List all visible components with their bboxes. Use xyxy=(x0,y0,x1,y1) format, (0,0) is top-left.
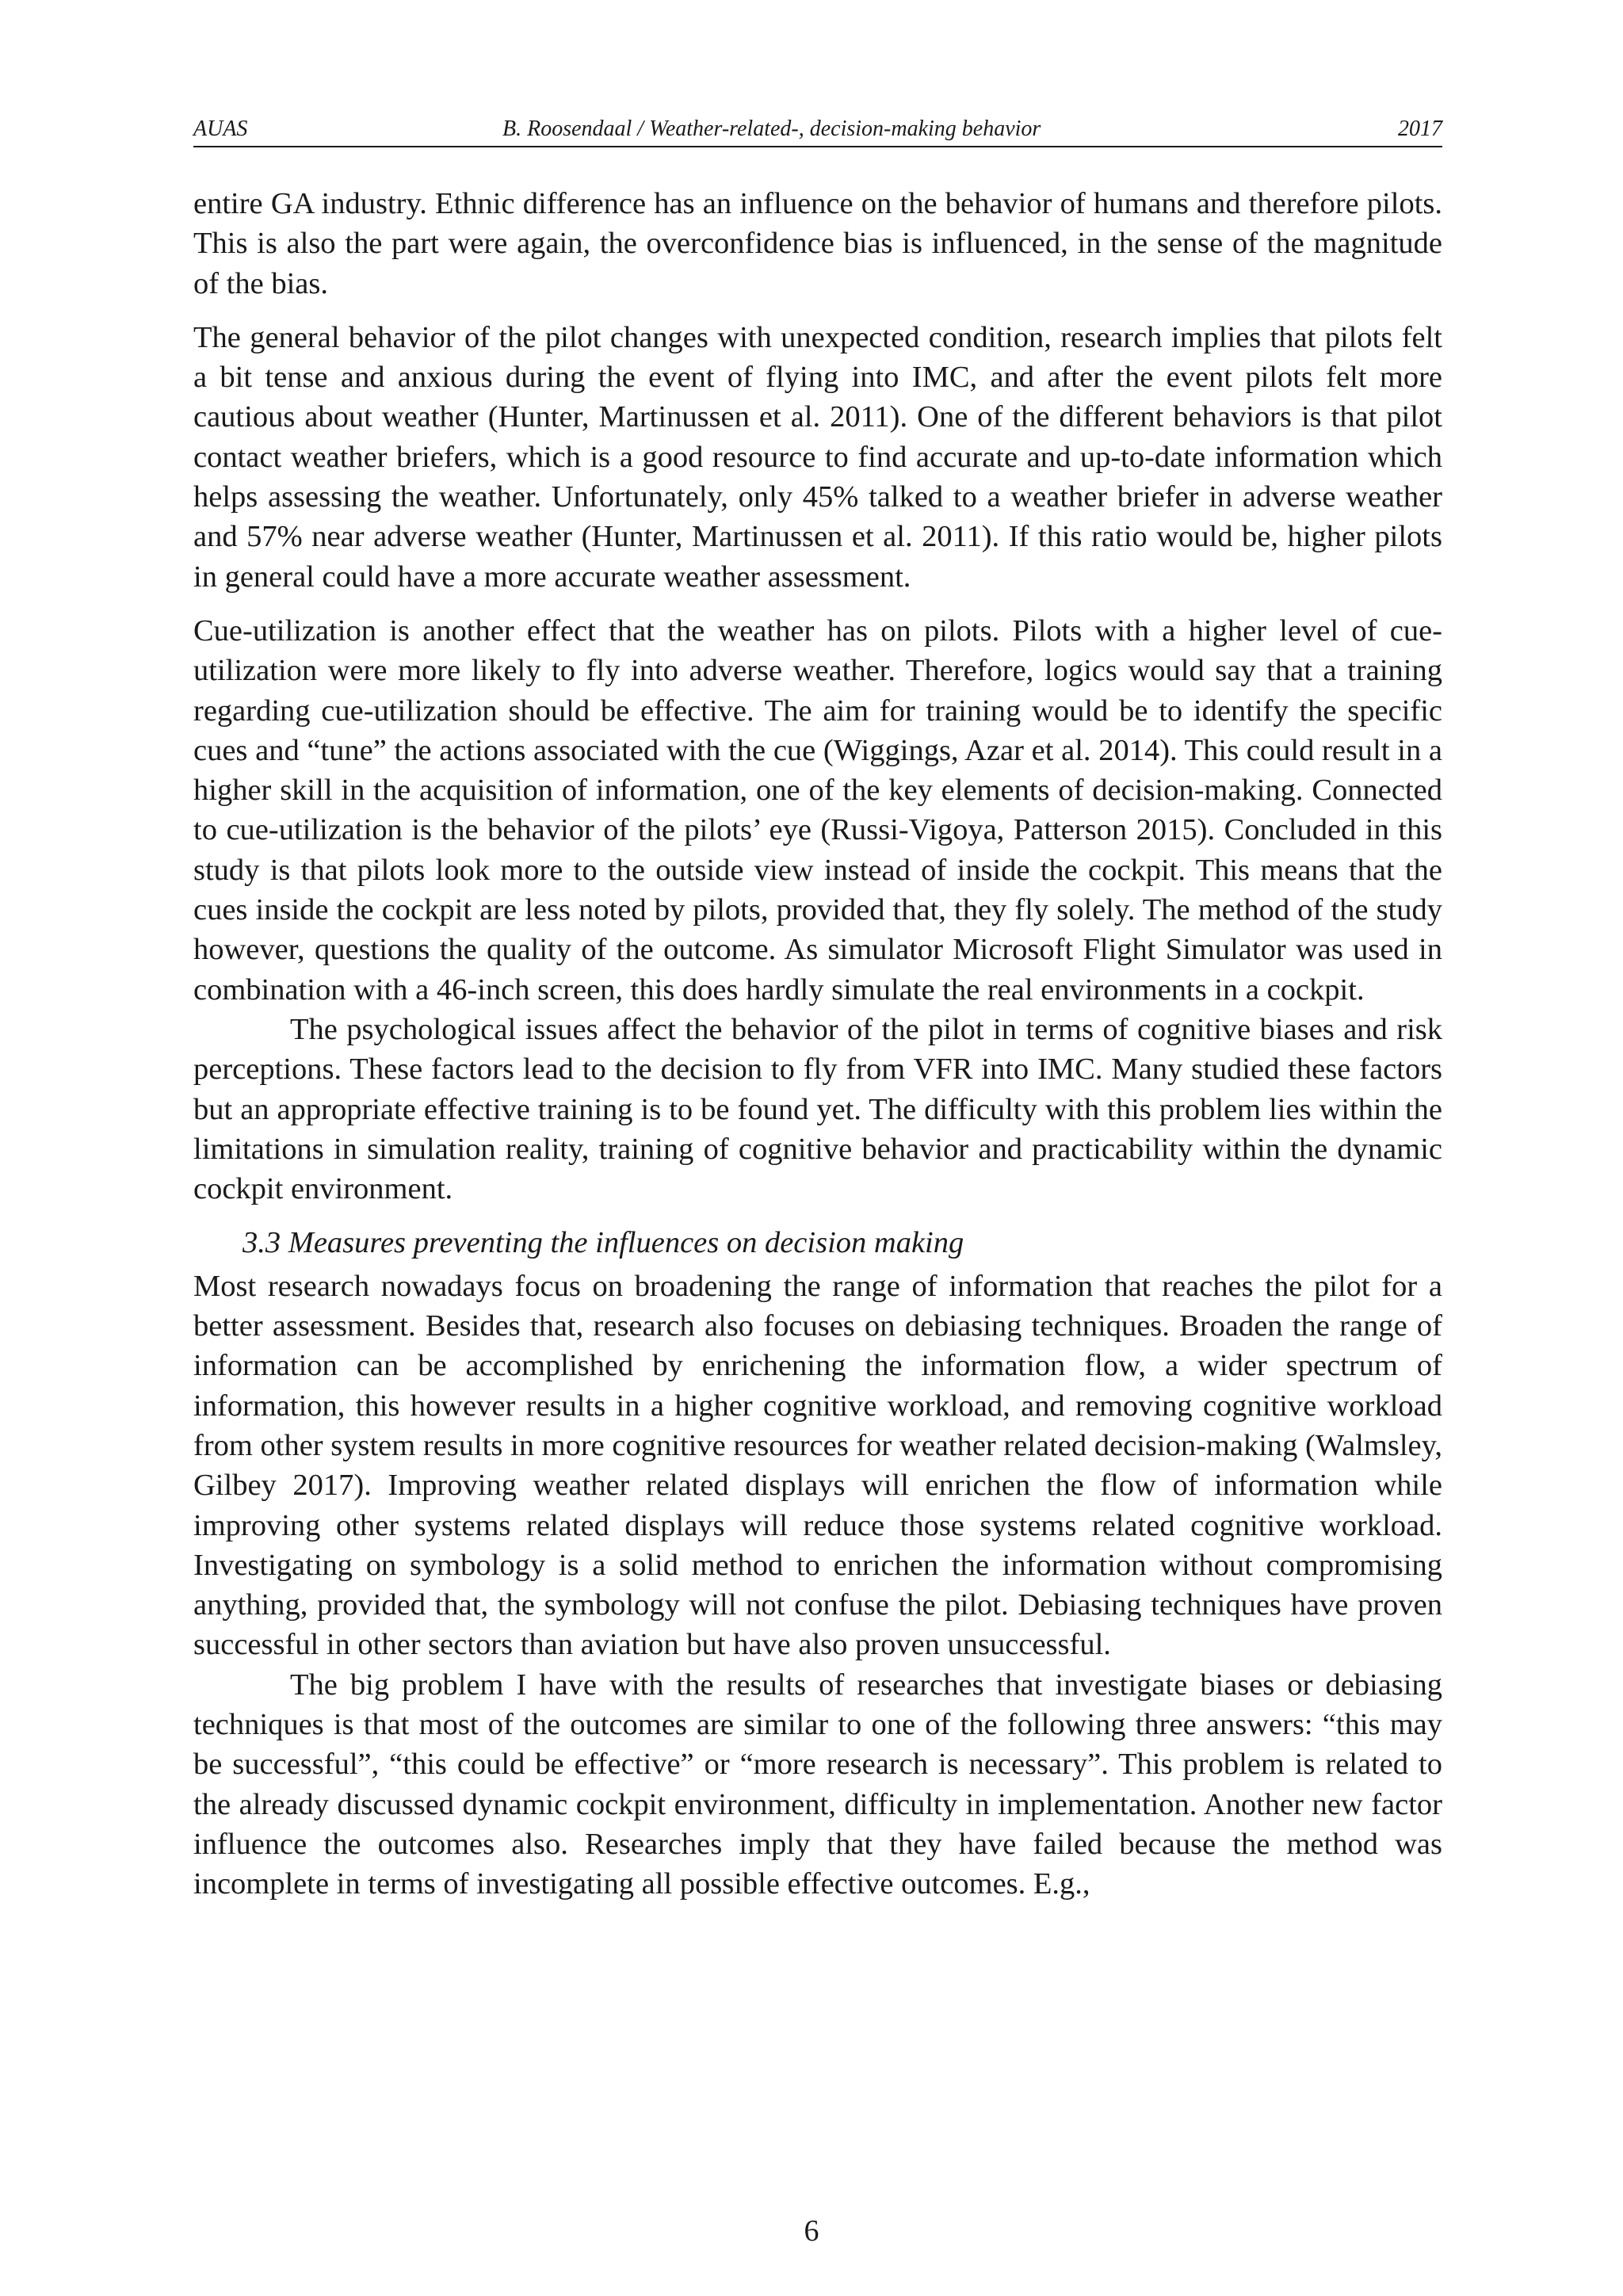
paragraph-ethnic-difference: entire GA industry. Ethnic difference has an influence on the behavior of humans and therefore pilots. This is also the part were again, the overconfidence bias is influenced, in the sense of the magnitude of the bias. xyxy=(193,187,1442,300)
paragraph-psychological-issues: The psychological issues affect the behavior of the pilot in terms of cognitive biases and risk perceptions. These factors lead to the decision to fly from VFR into IMC. Many studied these factors but an appropriate effective training is to be found yet. The difficulty with this problem lies within the limitations in simulation reality, training of cognitive behavior and practicability within the dynamic cockpit environment. xyxy=(193,1012,1442,1206)
page-number: 6 xyxy=(804,2214,819,2248)
paragraph-measures: Most research nowadays focus on broadening the range of information that reaches the pilot for a better assessment. Besides that, research also focuses on debiasing techniques. Broaden the range of information can be accomplished by enrichening the information flow, a wider spectrum of information, this however results in a higher cognitive workload, and removing cognitive workload from other system results in more cognitive resources for weather related decision-making (Walmsley, Gilbey 2017). Improving weather related displays will enrichen the flow of information while improving other systems related displays will reduce those systems related cognitive workload. Investigating on symbology is a solid method to enrichen the information without compromising anything, provided that, the symbology will not confuse the pilot. Debiasing techniques have proven successful in other sectors than aviation but have also proven unsuccessful. xyxy=(193,1269,1442,1662)
body-text xyxy=(193,184,1442,1904)
header-year: 2017 xyxy=(1398,117,1442,141)
paragraph-debiasing-problem: The big problem I have with the results of researches that investigate biases or debiasing techniques is that most of the outcomes are similar to one of the following three answers: “this may be successful”, “this could be effective” or “more research is necessary”. This problem is related to the already discussed dynamic cockpit environment, difficulty in implementation. Another new factor influence the outcomes also. Researches imply that they have failed because the method was incomplete in terms of investigating all possible effective outcomes. E.g., xyxy=(193,1668,1442,1901)
running-header xyxy=(193,113,1442,147)
section-heading: 3.3 Measures preventing the influences on decision making xyxy=(242,1226,964,1260)
header-institution: AUAS xyxy=(193,117,248,141)
paragraph-cue-utilization: Cue-utilization is another effect that the weather has on pilots. Pilots with a higher level of cue-utilization were more likely to fly into adverse weather. Therefore, logics would say that a training regarding cue-utilization should be effective. The aim for training would be to identify the specific cues and “tune” the actions associated with the cue (Wiggings, Azar et al. 2014). This could result in a higher skill in the acquisition of information, one of the key elements of decision-making. Connected to cue-utilization is the behavior of the pilots’ eye (Russi-Vigoya, Patterson 2015). Concluded in this study is that pilots look more to the outside view instead of inside the cockpit. This means that the cues inside the cockpit are less noted by pilots, provided that, they fly solely. The method of the study however, questions the quality of the outcome. As simulator Microsoft Flight Simulator was used in combination with a 46-inch screen, this does hardly simulate the real environments in a cockpit. xyxy=(193,613,1442,1007)
header-author-title: B. Roosendaal / Weather-related-, decision-making behavior xyxy=(502,117,1041,141)
paragraph-general-behavior: The general behavior of the pilot changes with unexpected condition, research implies that pilots felt a bit tense and anxious during the event of flying into IMC, and after the event pilots felt more cautious about weather (Hunter, Martinussen et al. 2011). One of the different behaviors is that pilot contact weather briefers, which is a good resource to find accurate and up-to-date information which helps assessing the weather. Unfortunately, only 45% talked to a weather briefer in adverse weather and 57% near adverse weather (Hunter, Martinussen et al. 2011). If this ratio would be, higher pilots in general could have a more accurate weather assessment. xyxy=(193,320,1442,594)
